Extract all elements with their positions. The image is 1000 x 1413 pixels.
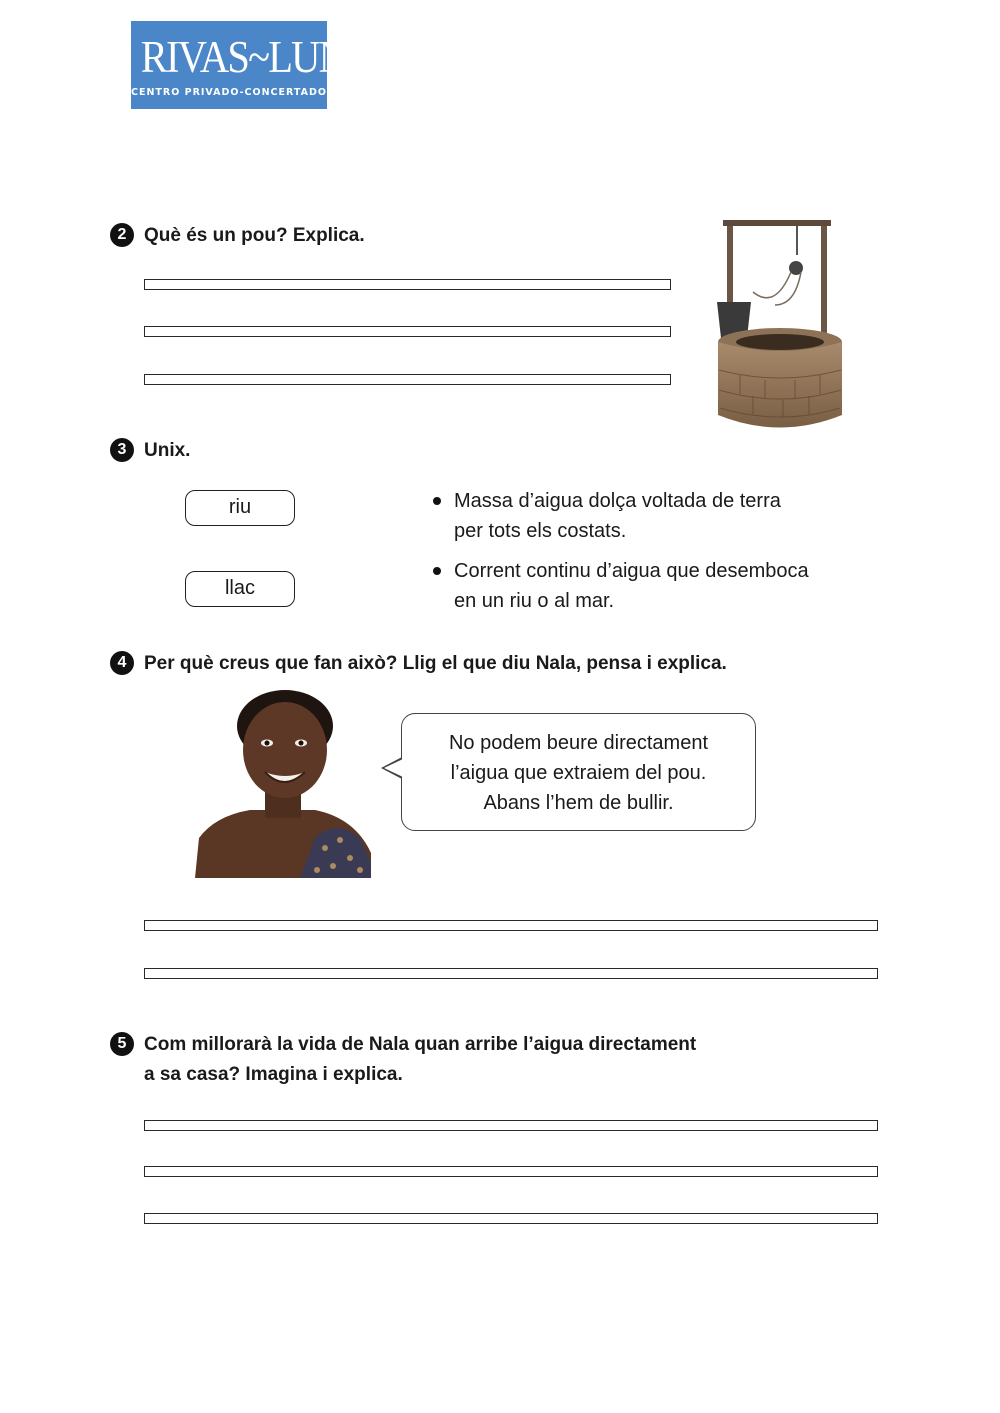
definition-1-line1[interactable]: Massa d’aigua dolça voltada de terra (454, 490, 781, 512)
question-2-text: Què és un pou? Explica. (144, 225, 365, 246)
definition-1-line2[interactable]: per tots els costats. (454, 520, 627, 542)
girl-face (243, 702, 327, 798)
answer-line-q5-3[interactable] (144, 1213, 878, 1224)
answer-line-q2-2[interactable] (144, 326, 671, 337)
question-5-text-line2: a sa casa? Imagina i explica. (144, 1064, 403, 1085)
answer-line-q4-2[interactable] (144, 968, 878, 979)
logo-subtitle: CENTRO PRIVADO-CONCERTADO (131, 87, 327, 98)
question-4-number: 4 (110, 651, 134, 675)
well-wall (718, 342, 842, 428)
girl-photo (195, 688, 371, 878)
answer-line-q2-3[interactable] (144, 374, 671, 385)
answer-line-q2-1[interactable] (144, 279, 671, 290)
speech-line-1: No podem beure directament (448, 732, 709, 754)
answer-line-q4-1[interactable] (144, 920, 878, 931)
speech-line-3: Abans l’hem de bullir. (483, 792, 674, 814)
answer-line-q5-1[interactable] (144, 1120, 878, 1131)
question-5-text-line1: Com millorarà la vida de Nala quan arribe l’aigua directament (144, 1034, 697, 1055)
speech-line-2: l’aigua que extraiem del pou. (450, 762, 707, 784)
speech-bubble (401, 713, 756, 831)
question-3-number: 3 (110, 438, 134, 462)
definition-2-line2[interactable]: en un riu o al mar. (454, 590, 615, 612)
well-crossbar (723, 220, 831, 226)
bullet-icon (433, 497, 441, 505)
answer-line-q5-2[interactable] (144, 1166, 878, 1177)
question-3-text: Unix. (144, 440, 191, 461)
match-word-riu[interactable]: riu (185, 490, 295, 526)
definition-2-line1[interactable]: Corrent continu d’aigua que desemboca (454, 560, 809, 582)
match-word-llac[interactable]: llac (185, 571, 295, 607)
question-2-number: 2 (110, 223, 134, 247)
logo-name: RIVAS~LUNA (140, 32, 374, 82)
question-5-number: 5 (110, 1032, 134, 1056)
well-right-post (821, 222, 827, 342)
question-4-text: Per què creus que fan això? Llig el que diu Nala, pensa i explica. (144, 653, 727, 674)
well-illustration (705, 210, 855, 435)
bullet-icon (433, 567, 441, 575)
school-logo (131, 21, 374, 109)
